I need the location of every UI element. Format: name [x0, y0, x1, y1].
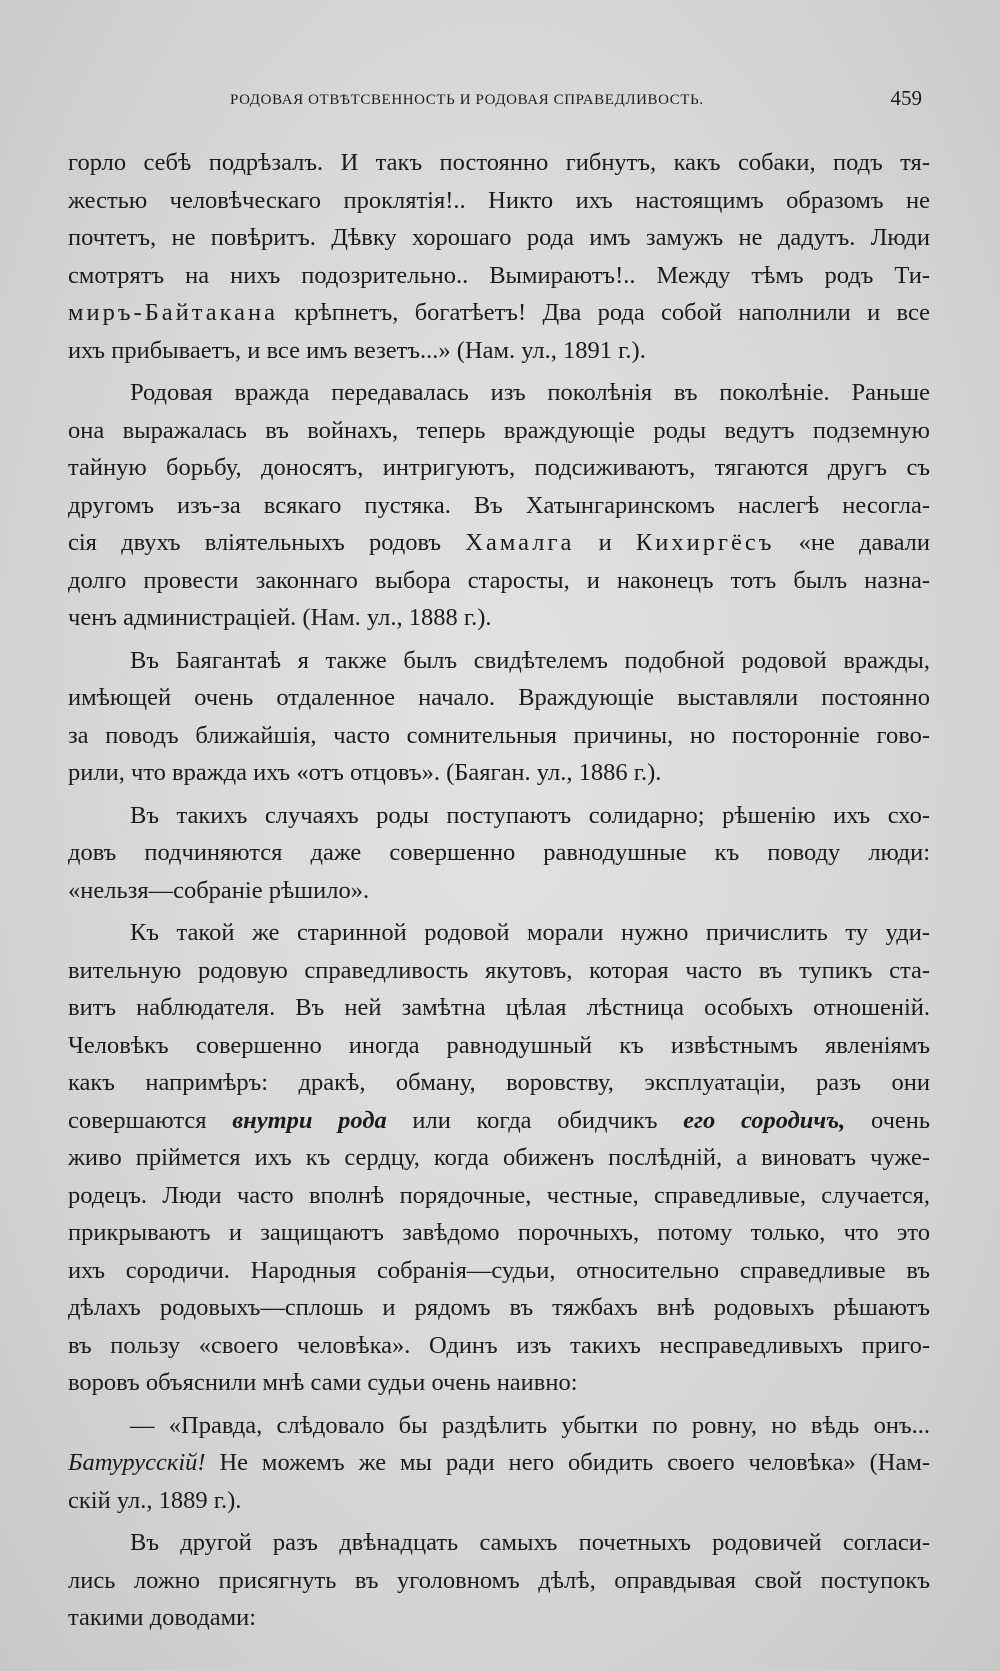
text-line: витъ наблюдателя. Въ ней замѣтна цѣлая лѣстница особыхъ отношеній.: [68, 994, 930, 1021]
text-line: почтетъ, не повѣритъ. Дѣвку хорошаго рода имъ замужъ не дадутъ. Люди: [68, 224, 930, 251]
paragraph-start: — «Правда, слѣдовало бы раздѣлить убытки по ровну, но вѣдь онъ...: [130, 1411, 930, 1439]
text-line: лись ложно присягнуть въ уголовномъ дѣлѣ, оправдывая свой поступокъ: [68, 1566, 930, 1594]
text-line: Человѣкъ совершенно иногда равнодушный къ извѣстнымъ явленіямъ: [68, 1031, 930, 1059]
text-line: она выражалась въ войнахъ, теперь враждующіе роды ведутъ подземную: [68, 416, 930, 444]
page-number: 459: [890, 86, 922, 110]
text-line: ченъ администраціей. (Нам. ул., 1888 г.).: [68, 604, 492, 631]
text-line: родецъ. Люди часто вполнѣ порядочные, честные, справедливые, случается,: [68, 1181, 930, 1209]
text-line: жестью человѣческаго проклятія!.. Никто ихъ настоящимъ образомъ не: [68, 186, 930, 214]
text-line: тайную борьбу, доносятъ, интригуютъ, подсиживаютъ, тягаются другъ съ: [68, 454, 930, 481]
text-line: какъ напримѣръ: дракѣ, обману, воровству, эксплуатаціи, разъ они: [68, 1069, 930, 1096]
text-line: вительную родовую справедливость якутовъ, которая часто въ тупикъ ста-: [68, 956, 930, 984]
emphasis: Батурусскій!: [68, 1449, 206, 1476]
text-line: ихъ прибываетъ, и все имъ везетъ...» (Нам. ул., 1891 г.).: [68, 336, 646, 364]
text-line: сія двухъ вліятельныхъ родовъ Хамалга и Кихиргёсъ «не давали: [68, 529, 931, 556]
page-header: [70, 86, 930, 116]
paragraph-start: Въ другой разъ двѣнадцать самыхъ почетныхъ родовичей согласи-: [130, 1529, 930, 1556]
paragraph-start: Въ такихъ случаяхъ роды поступаютъ солидарно; рѣшенію ихъ схо-: [130, 801, 930, 829]
text-line: прикрываютъ и защищаютъ завѣдомо порочныхъ, потому только, что это: [68, 1219, 930, 1246]
text-line: живо пріймется ихъ къ сердцу, когда обиженъ послѣдній, а виноватъ чуже-: [68, 1144, 930, 1171]
text-line: другомъ изъ-за всякаго пустяка. Въ Хатынгаринскомъ наслегѣ несогла-: [68, 491, 931, 519]
paragraph-start: Къ такой же старинной родовой морали нужно причислить ту уди-: [130, 919, 930, 946]
text-line: скій ул., 1889 г.).: [68, 1486, 242, 1514]
text-line: такими доводами:: [68, 1604, 257, 1631]
text-line: ихъ сородичи. Народныя собранія—судьи, относительно справедливые въ: [68, 1256, 930, 1284]
text-line: дѣлахъ родовыхъ—сплошь и рядомъ въ тяжбахъ внѣ родовыхъ рѣшаютъ: [68, 1294, 930, 1321]
text-line: миръ-Байтакана крѣпнетъ, богатѣетъ! Два рода собой наполнили и все: [68, 299, 930, 326]
text-line: «нельзя—собраніе рѣшило».: [68, 876, 370, 904]
text-line: долго провести законнаго выбора старосты, и наконецъ тотъ былъ назна-: [68, 566, 930, 594]
clan-name-spaced: Хамалга: [465, 529, 575, 556]
emphasis: внутри рода: [232, 1106, 387, 1134]
text-line: за поводъ ближайшія, часто сомнительныя причины, но посторонніе гово-: [68, 721, 930, 749]
text-line: довъ подчиняются даже совершенно равнодушные къ поводу люди:: [68, 839, 930, 866]
body-text: [68, 144, 930, 1637]
text-line: имѣющей очень отдаленное начало. Враждующіе выставляли постоянно: [68, 684, 930, 711]
text-line: горло себѣ подрѣзалъ. И такъ постоянно гибнутъ, какъ собаки, подъ тя-: [68, 149, 930, 176]
running-title: РОДОВАЯ ОТВѢТСВЕННОСТЬ И РОДОВАЯ СПРАВЕДЛИВОСТЬ.: [230, 92, 704, 108]
paragraph-start: Въ Баягантаѣ я также былъ свидѣтелемъ подобной родовой вражды,: [130, 646, 930, 674]
text-line: въ пользу «своего человѣка». Одинъ изъ такихъ несправедливыхъ приго-: [68, 1331, 930, 1359]
paragraph-start: Родовая вражда передавалась изъ поколѣнія въ поколѣніе. Раньше: [130, 379, 930, 406]
text-line: смотрятъ на нихъ подозрительно.. Вымираютъ!.. Между тѣмъ родъ Ти-: [68, 261, 930, 289]
text-line: воровъ объяснили мнѣ сами судьи очень наивно:: [68, 1369, 578, 1396]
text-line: совершаются внутри рода или когда обидчикъ его сородичъ, очень: [68, 1106, 931, 1134]
name-spaced: миръ-Байтакана: [68, 299, 279, 326]
clan-name-spaced: Кихиргёсъ: [635, 529, 775, 556]
text-line: Батурусскій! Не можемъ же мы ради него обидить своего человѣка» (Нам-: [68, 1449, 930, 1476]
emphasis: его сородичъ,: [683, 1106, 846, 1134]
text-line: рили, что вражда ихъ «отъ отцовъ». (Баяган. ул., 1886 г.).: [68, 759, 662, 786]
